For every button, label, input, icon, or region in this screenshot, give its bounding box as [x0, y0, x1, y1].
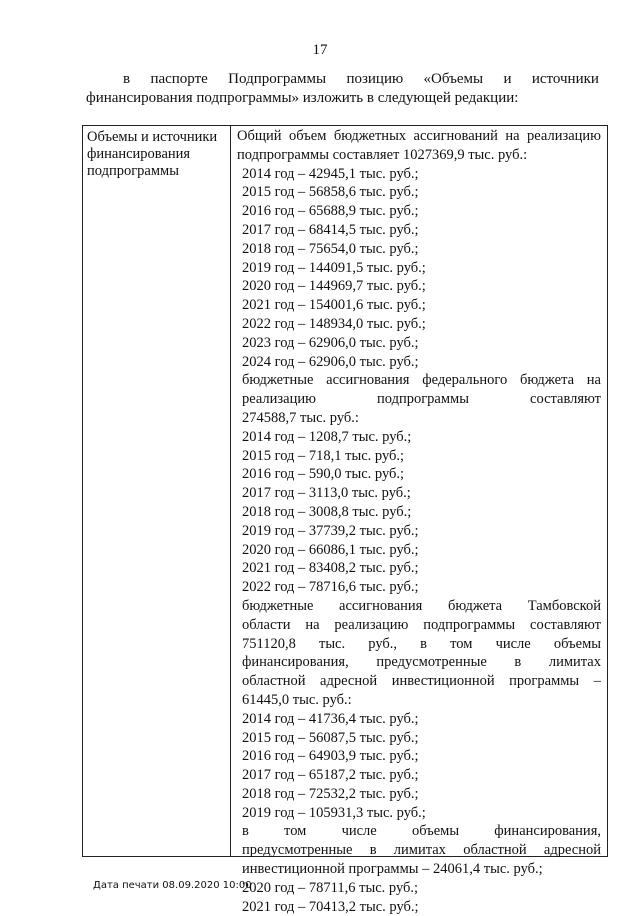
field-name-cell [87, 129, 227, 180]
year-line: 2015 год – 718,1 тыс. руб.; [242, 447, 405, 464]
year-line: 2021 год – 154001,6 тыс. руб.; [242, 297, 426, 314]
total-line: Общий объем бюджетных ассигнований на реализацию [237, 128, 601, 144]
investment-years-list [237, 879, 601, 916]
year-line: 2014 год – 42945,1 тыс. руб.; [242, 165, 419, 182]
year-line: 2019 год – 105931,3 тыс. руб.; [242, 804, 426, 821]
regional-line: областной адресной инвестиционной программы – [242, 673, 601, 690]
field-name-line: Объемы и источники [87, 129, 218, 145]
year-line: 2018 год – 75654,0 тыс. руб.; [242, 240, 419, 257]
intro-word: Подпрограммы [228, 71, 327, 87]
investment-line: инвестиционной программы – 24061,4 тыс. руб.; [242, 861, 543, 878]
year-line: 2020 год – 66086,1 тыс. руб.; [242, 541, 419, 558]
intro-word: источники [531, 71, 599, 87]
year-line: 2022 год – 148934,0 тыс. руб.; [242, 315, 426, 332]
year-line: 2020 год – 144969,7 тыс. руб.; [242, 278, 426, 295]
year-line: 2019 год – 144091,5 тыс. руб.; [242, 259, 426, 276]
regional-years-list [237, 710, 601, 823]
investment-block [237, 822, 601, 878]
total-line: подпрограммы составляет 1027369,9 тыс. руб.: [237, 146, 528, 163]
year-line: 2022 год – 78716,6 тыс. руб.; [242, 579, 419, 596]
year-line: 2017 год – 65187,2 тыс. руб.; [242, 767, 419, 784]
print-date-footer: Дата печати 08.09.2020 10:00 [93, 880, 252, 891]
year-line: 2015 год – 56858,6 тыс. руб.; [242, 184, 419, 201]
year-line: 2020 год – 78711,6 тыс. руб.; [242, 879, 419, 896]
year-line: 2017 год – 68414,5 тыс. руб.; [242, 221, 419, 238]
year-line: 2019 год – 37739,2 тыс. руб.; [242, 522, 419, 539]
federal-years-list [237, 428, 601, 597]
intro-line-2: финансирования подпрограммы» изложить в следующей редакции: [86, 90, 519, 106]
year-line: 2015 год – 56087,5 тыс. руб.; [242, 729, 419, 746]
regional-line: финансирования, предусмотренные в лимитах [242, 654, 601, 671]
year-line: 2021 год – 83408,2 тыс. руб.; [242, 560, 419, 577]
intro-word: «Объемы [423, 71, 484, 87]
year-line: 2018 год – 3008,8 тыс. руб.; [242, 503, 412, 520]
federal-line: бюджетные ассигнования федерального бюджета на [242, 372, 601, 389]
total-block [237, 127, 601, 165]
intro-word: паспорте [150, 71, 208, 87]
intro-paragraph [86, 70, 599, 108]
regional-line: 751120,8 тыс. руб., в том числе объемы [242, 635, 601, 652]
intro-line-1 [86, 70, 599, 89]
field-value-cell [237, 127, 601, 916]
year-line: 2023 год – 62906,0 тыс. руб.; [242, 334, 419, 351]
federal-block [237, 371, 601, 427]
federal-line: 274588,7 тыс. руб.: [242, 409, 359, 426]
year-line: 2024 год – 62906,0 тыс. руб.; [242, 353, 419, 370]
year-line: 2016 год – 65688,9 тыс. руб.; [242, 203, 419, 220]
investment-line: в том числе объемы финансирования, [242, 823, 601, 840]
investment-line: предусмотренные в лимитах областной адресной [242, 842, 601, 859]
intro-word: позицию [346, 71, 404, 87]
year-line: 2016 год – 64903,9 тыс. руб.; [242, 748, 419, 765]
regional-line: 61445,0 тыс. руб.: [242, 691, 352, 708]
page-number: 17 [312, 42, 328, 58]
year-line: 2017 год – 3113,0 тыс. руб.; [242, 485, 411, 502]
regional-line: области на реализацию подпрограммы составляют [242, 616, 601, 633]
federal-line: реализацию подпрограммы составляют [242, 391, 601, 408]
field-name-line: подпрограммы [87, 163, 179, 179]
year-line: 2018 год – 72532,2 тыс. руб.; [242, 785, 419, 802]
year-line: 2016 год – 590,0 тыс. руб.; [242, 466, 405, 483]
field-name-line: финансирования [87, 146, 191, 162]
intro-word: в [123, 71, 131, 87]
regional-line: бюджетные ассигнования бюджета Тамбовской [242, 597, 601, 614]
year-line: 2021 год – 70413,2 тыс. руб.; [242, 898, 419, 915]
column-divider [230, 126, 231, 856]
year-line: 2014 год – 1208,7 тыс. руб.; [242, 428, 412, 445]
intro-word: и [503, 71, 512, 87]
total-years-list [237, 165, 601, 372]
regional-block [237, 597, 601, 710]
year-line: 2014 год – 41736,4 тыс. руб.; [242, 710, 419, 727]
